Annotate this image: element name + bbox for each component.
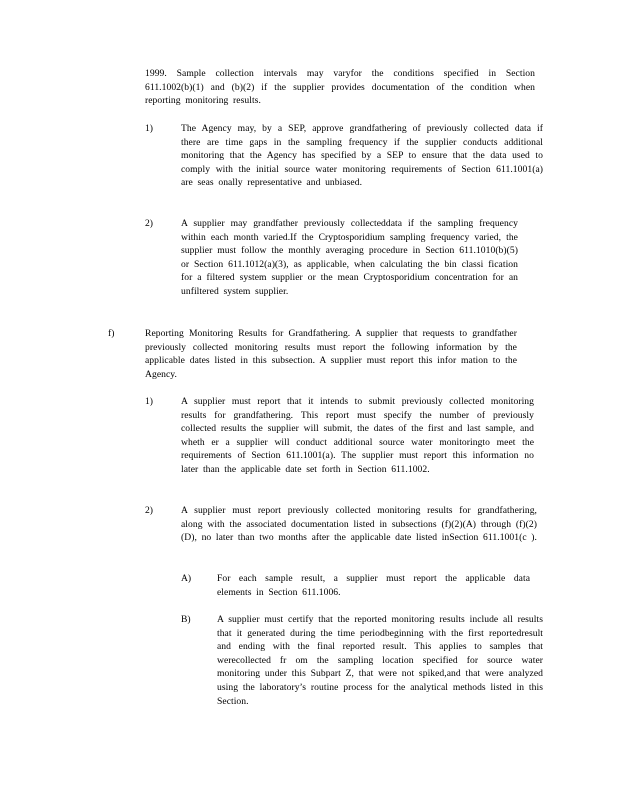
subitem-marker: B) [181,614,191,625]
item-text: The Agency may, by a SEP, approve grandfathering of previously collected data if there are time gaps in the sampling frequency if the supplier conducts additional monitoring that the Agency has specified by a SEP to ensure that the data used to comply with the initial source water monitoring requirements of Section 611.1001(a) are seas onally representative and unbiased. [181,123,543,189]
item-marker: 2) [145,218,153,229]
subitem-text: For each sample result, a supplier must report the applicable data elements in Section 611.1006. [217,573,530,598]
subitem-text: A supplier must certify that the reported monitoring results include all results that it generated during the time periodbeginning with the first reportedresult and ending with the final reported result. This applies to samples that werecollected fr om the sampling location specified for source water monitoring under this Subpart Z, that were not spiked,and that were analyzed using the laboratory’s routine process for the analytical methods listed in this Section. [217,614,543,707]
intro-paragraph: 1999. Sample collection intervals may varyfor the conditions specified in Section 611.1002(b)(1) and (b)(2) if the supplier provides documentation of the condition when reporting monitoring results. [145,68,535,107]
item-text: A supplier must report previously collected monitoring results for grandfathering, along with the associated documentation listed in subsections (f)(2)(A) through (f)(2)(D), no later than two months after the applicable date listed inSection 611.1001(c ). [181,505,537,544]
section-marker: f) [108,328,115,339]
item-text: A supplier must report that it intends to submit previously collected monitoring results for grandfathering. This report must specify the number of previously collected results the supplier will submit, the dates of the first and last sample, and wheth er a supplier will conduct additional source water monitoringto meet the requirements of Section 611.1001(a). The supplier must report this information no later than the applicable date set forth in Section 611.1002. [181,396,534,475]
item-marker: 2) [145,505,153,516]
section-f-paragraph: Reporting Monitoring Results for Grandfathering. A supplier that requests to grandfather previously collected monitoring results must report the following information by the applicable dates listed in this subsection. A supplier must report this infor mation to the Agency. [145,328,517,380]
item-marker: 1) [145,396,153,407]
subitem-marker: A) [181,573,192,584]
item-text: A supplier may grandfather previously collecteddata if the sampling frequency within each month varied.If the Cryptosporidium sampling frequency varied, the supplier must follow the monthly averaging procedure in Section 611.1010(b)(5) or Section 611.1012(a)(3), as applicable, when calculating the bin classi fication for a filtered system supplier or the mean Cryptosporidium concentration for an unfiltered system supplier. [181,218,518,297]
item-marker: 1) [145,123,153,134]
